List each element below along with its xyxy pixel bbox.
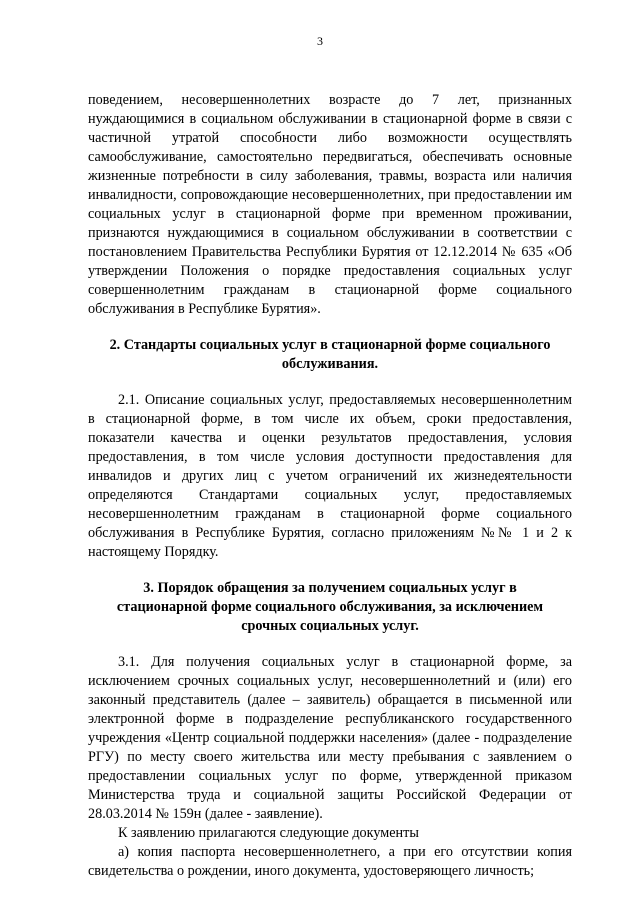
section-3-heading-line-3: срочных социальных услуг. — [241, 618, 419, 634]
section-3-heading — [88, 579, 572, 636]
page-number: 3 — [317, 34, 323, 48]
section-3-heading-line-2: стационарной форме социального обслуживания, за исключением — [116, 599, 544, 615]
section-2-heading-line-2: обслуживания. — [281, 356, 379, 372]
document-body — [88, 91, 572, 881]
section-2-heading-line-1: 2. Стандарты социальных услуг в стационарной форме социального — [109, 337, 551, 353]
paragraph-2-1: 2.1. Описание социальных услуг, предоставляемых несовершеннолетним в стационарной форме, в том числе их объем, сроки предоставления, показатели качества и оценки результатов предоставления, условия предоставления, в том числе условия доступности предоставления для инвалидов и других лиц с учетом ограничений их жизнедеятельности определяются Стандартами социальных услуг, предоставляемых несовершеннолетним гражданам в стационарной форме социального обслуживания в Республике Бурятия, согласно приложениям №№ 1 и 2 к настоящему Порядку. — [88, 392, 572, 560]
section-2-heading — [88, 336, 572, 374]
paragraph-item-a: а) копия паспорта несовершеннолетнего, а при его отсутствии копия свидетельства о рождении, иного документа, удостоверяющего личность; — [88, 844, 572, 879]
paragraph-intro: поведением, несовершеннолетних возрасте до 7 лет, признанных нуждающимися в социальном обслуживании в стационарной форме в связи с частичной утратой способности либо возможности осуществлять самообслуживание, самостоятельно передвигаться, обеспечивать основные жизненные потребности в силу заболевания, травмы, возраста или наличия инвалидности, сопровождающие несовершеннолетних, при предоставлении им социальных услуг в стационарной форме при временном проживании, признаются нуждающимися в социальном обслуживании в соответствии с постановлением Правительства Республики Бурятия от 12.12.2014 № 635 «Об утверждении Положения о порядке предоставления социальных услуг совершеннолетним гражданам в стационарной форме социального обслуживания в Республике Бурятия». — [88, 92, 572, 317]
paragraph-attachments: К заявлению прилагаются следующие документы — [118, 825, 419, 841]
paragraph-3-1: 3.1. Для получения социальных услуг в стационарной форме, за исключением срочных социальных услуг, несовершеннолетний и (или) его законный представитель (далее – заявитель) обращается в письменной или электронной форме в подразделение республиканского государственного учреждения «Центр социальной поддержки населения» (далее - подразделение РГУ) по месту своего жительства или месту пребывания с заявлением о предоставлении социальных услуг по форме, утвержденной приказом Министерства труда и социальной защиты Российской Федерации от 28.03.2014 № 159н (далее - заявление). — [88, 654, 572, 822]
section-3-heading-line-1: 3. Порядок обращения за получением социальных услуг в — [143, 580, 517, 596]
